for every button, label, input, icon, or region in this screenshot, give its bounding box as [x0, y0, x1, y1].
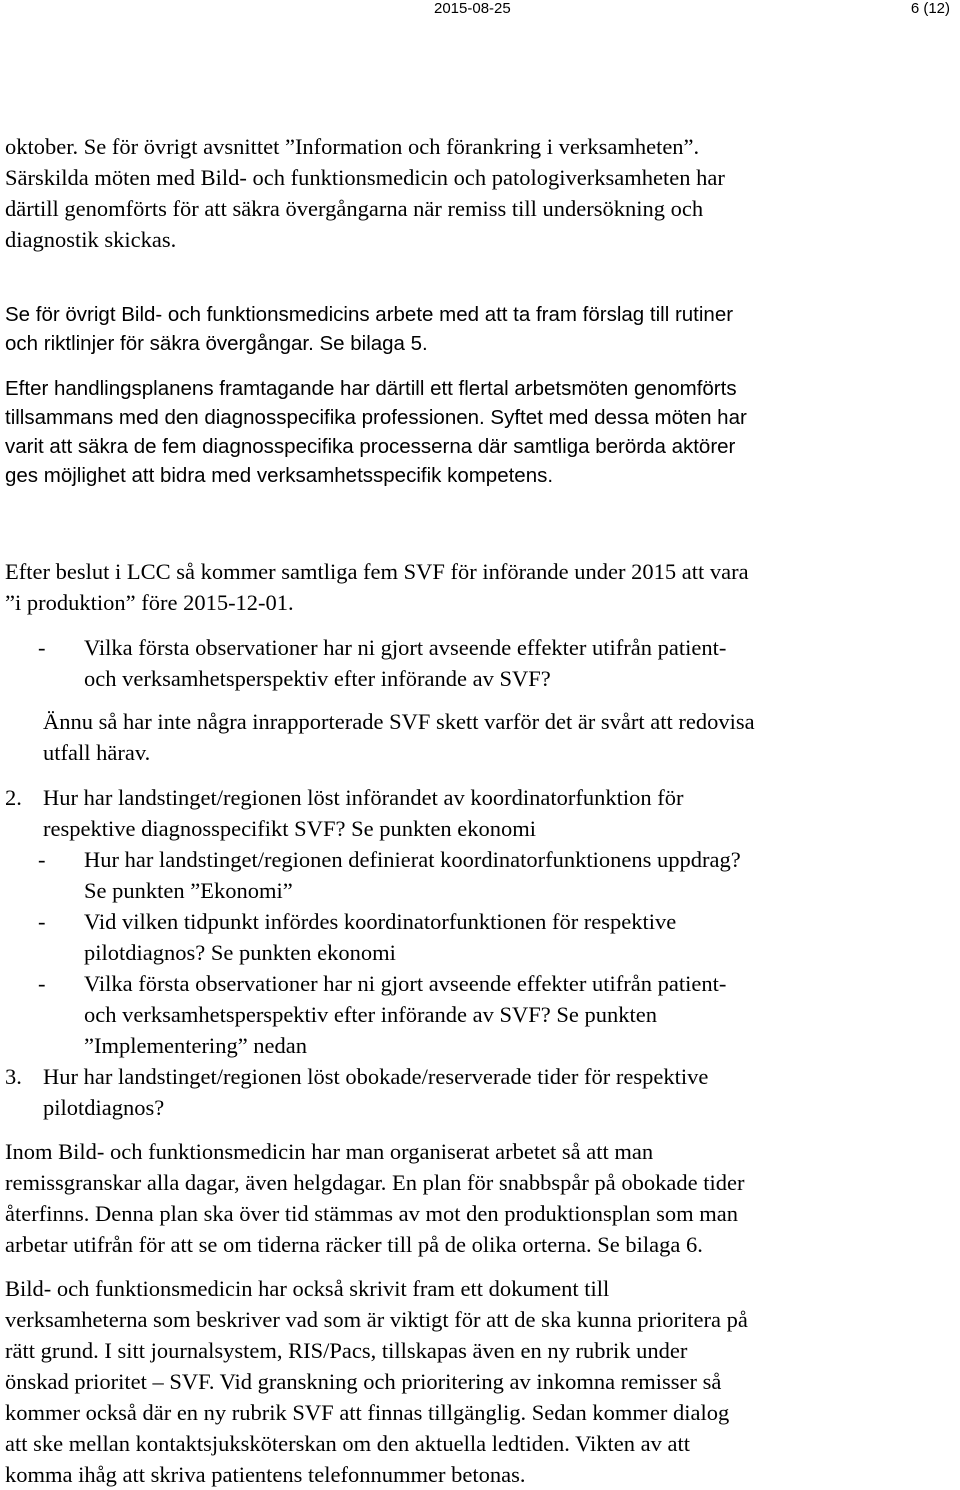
text-line: och verksamhetsperspektiv efter införande av SVF? [84, 666, 551, 691]
text-line: Se punkten ”Ekonomi” [84, 878, 293, 903]
question-2-sub-tidpunkt [38, 906, 938, 968]
text-line: komma ihåg att skriva patientens telefonnummer betonas. [5, 1462, 526, 1487]
text-line: Efter beslut i LCC så kommer samtliga fem SVF för införande under 2015 att vara [5, 559, 749, 584]
text-line: Inom Bild- och funktionsmedicin har man organiserat arbetet så att man [5, 1139, 654, 1164]
list-marker: - [38, 971, 46, 996]
text-line: återfinns. Denna plan ska över tid stämmas av mot den produktionsplan som man [5, 1201, 738, 1226]
text-line: och riktlinjer för säkra övergångar. Se bilaga 5. [5, 332, 428, 355]
text-line: oktober. Se för övrigt avsnittet ”Information och förankring i verksamheten”. [5, 134, 700, 159]
header-page-number: 6 (12) [910, 0, 950, 17]
text-line: Se för övrigt Bild- och funktionsmedicins arbete med att ta fram förslag till rutiner [5, 303, 734, 326]
text-line: Ännu så har inte några inrapporterade SVF skett varför det är svårt att redovisa [43, 709, 755, 734]
question-observations [38, 632, 938, 694]
question-2-sub-observations [38, 968, 938, 1061]
text-line: ”Implementering” nedan [84, 1033, 308, 1058]
page-header [0, 0, 960, 20]
text-line: pilotdiagnos? [43, 1095, 165, 1120]
text-line: Särskilda möten med Bild- och funktionsmedicin och patologiverksamheten har [5, 165, 725, 190]
text-line: Vid vilken tidpunkt infördes koordinatorfunktionen för respektive [84, 909, 677, 934]
paragraph-bilaga-5 [5, 300, 955, 358]
list-marker: - [38, 909, 46, 934]
text-line: Hur har landstinget/regionen definierat koordinatorfunktionens uppdrag? [84, 847, 741, 872]
text-line: verksamheterna som beskriver vad som är viktigt för att de ska kunna prioritera på [5, 1307, 748, 1332]
list-marker: - [38, 635, 46, 660]
text-line: rätt grund. I sitt journalsystem, RIS/Pacs, tillskapas även en ny rubrik under [5, 1338, 688, 1363]
text-line: Hur har landstinget/regionen löst införandet av koordinatorfunktion för [43, 785, 684, 810]
answer-observations [43, 706, 953, 768]
text-line: kommer också där en ny rubrik SVF att finnas tillgänglig. Sedan kommer dialog [5, 1400, 730, 1425]
text-line: tillsammans med den diagnosspecifika professionen. Syftet med dessa möten har [5, 406, 747, 429]
text-line: Vilka första observationer har ni gjort avseende effekter utifrån patient- [84, 635, 727, 660]
question-2-sub-uppdrag [38, 844, 938, 906]
text-line: remissgranskar alla dagar, även helgdagar. En plan för snabbspår på obokade tider [5, 1170, 745, 1195]
text-line: ges möjlighet att bidra med verksamhetsspecifik kompetens. [5, 464, 554, 487]
text-line: därtill genomförts för att säkra övergångarna när remiss till undersökning och [5, 196, 704, 221]
text-line: ”i produktion” före 2015-12-01. [5, 590, 294, 615]
paragraph-remissgranskning [5, 1136, 955, 1260]
paragraph-overgangar [5, 131, 955, 255]
text-line: respektive diagnosspecifikt SVF? Se punkten ekonomi [43, 816, 537, 841]
list-number: 3. [5, 1064, 22, 1089]
text-line: Efter handlingsplanens framtagande har därtill ett flertal arbetsmöten genomförts [5, 377, 737, 400]
text-line: diagnostik skickas. [5, 227, 177, 252]
text-line: att ske mellan kontaktsjuksköterskan om den aktuella ledtiden. Vikten av att [5, 1431, 690, 1456]
text-line: Vilka första observationer har ni gjort avseende effekter utifrån patient- [84, 971, 727, 996]
text-line: önskad prioritet – SVF. Vid granskning och prioritering av inkomna remisser så [5, 1369, 722, 1394]
text-line: utfall härav. [43, 740, 151, 765]
header-date: 2015-08-25 [434, 0, 511, 17]
list-number: 2. [5, 785, 22, 810]
paragraph-arbetsmoten [5, 374, 955, 490]
text-line: och verksamhetsperspektiv efter införande av SVF? Se punkten [84, 1002, 657, 1027]
text-line: arbetar utifrån för att se om tiderna räcker till på de olika orterna. Se bilaga 6. [5, 1232, 703, 1257]
text-line: pilotdiagnos? Se punkten ekonomi [84, 940, 396, 965]
list-marker: - [38, 847, 46, 872]
text-line: varit att säkra de fem diagnosspecifika processerna där samtliga berörda aktörer [5, 435, 736, 458]
paragraph-lcc-beslut [5, 556, 955, 618]
text-line: Hur har landstinget/regionen löst obokade/reserverade tider för respektive [43, 1064, 709, 1089]
paragraph-prioritering [5, 1273, 955, 1490]
question-3 [5, 1061, 945, 1123]
text-line: Bild- och funktionsmedicin har också skrivit fram ett dokument till [5, 1276, 610, 1301]
question-2 [5, 782, 945, 844]
